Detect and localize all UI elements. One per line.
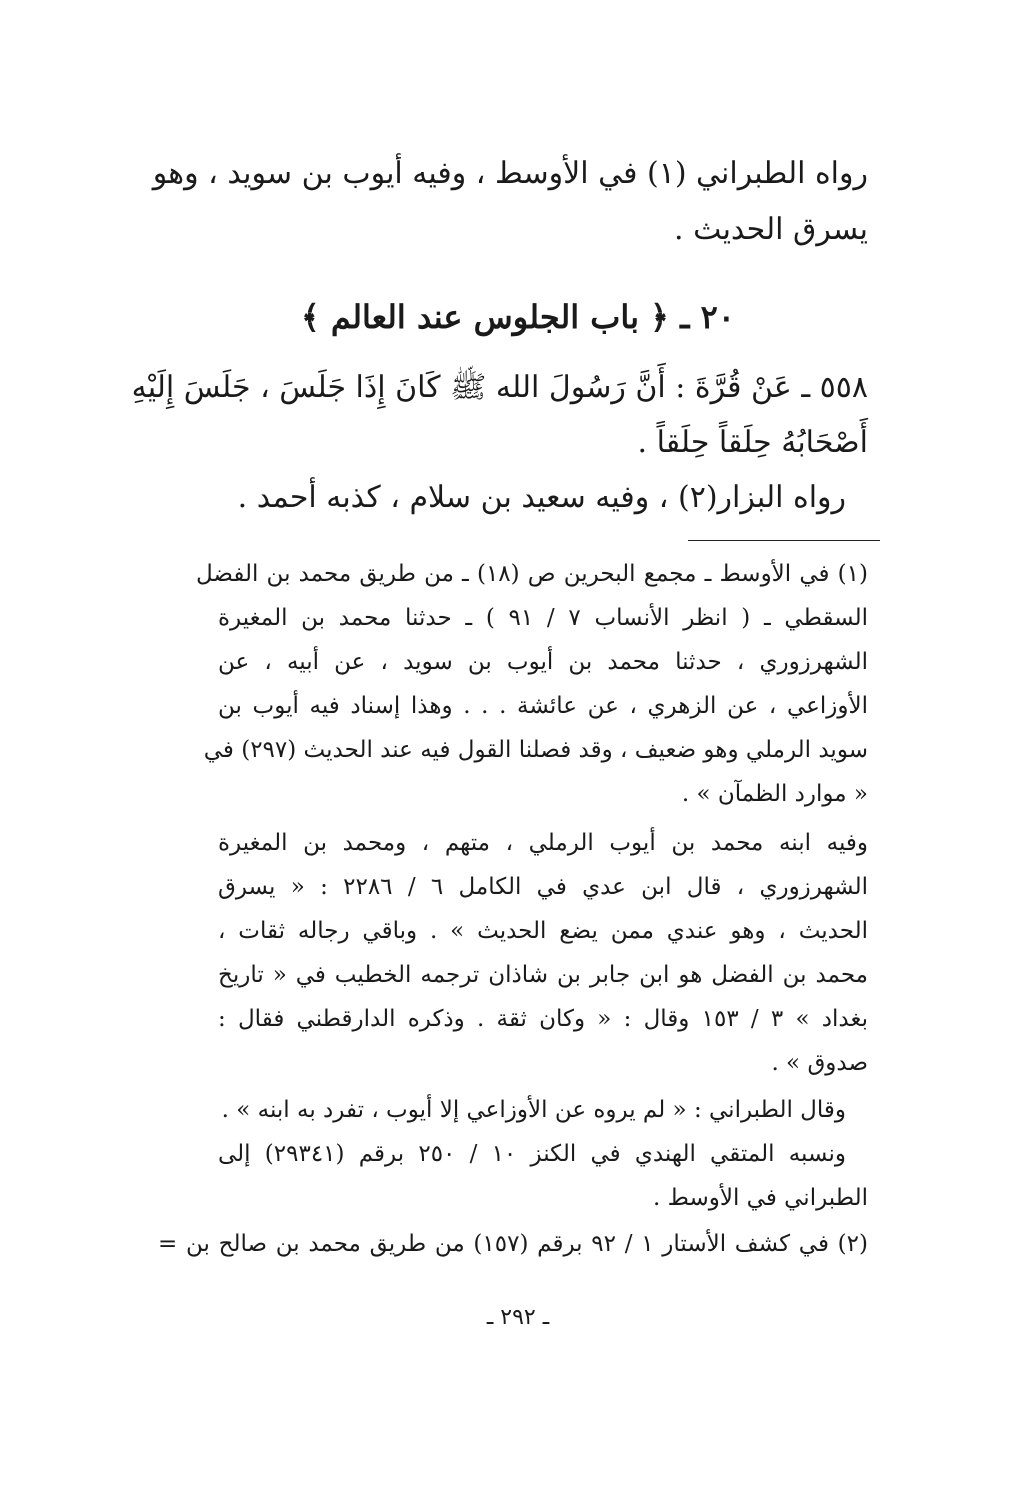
footnote-1-line-1: (١) في الأوسط ـ مجمع البحرين ص (١٨) ـ من طريق محمد بن الفضل bbox=[196, 561, 868, 587]
footnote-1-line-11: بغداد » ٣ / ١٥٣ وقال : « وكان ثقة . وذكره الدارقطني فقال : bbox=[218, 1006, 868, 1032]
footnote-1-line-14: ونسبه المتقي الهندي في الكنز ١٠ / ٢٥٠ برقم (٢٩٣٤١) إلى bbox=[218, 1141, 846, 1167]
footnote-1-line-13: وقال الطبراني : « لم يروه عن الأوزاعي إلا أيوب ، تفرد به ابنه » . bbox=[221, 1097, 846, 1123]
footnote-1-line-9: الحديث ، وهو عندي ممن يضع الحديث » . وباقي رجاله ثقات ، bbox=[218, 918, 868, 944]
body-paragraph-1-line-2: يسرق الحديث . bbox=[674, 212, 868, 247]
footnote-1-line-4: الأوزاعي ، عن الزهري ، عن عائشة . . . وهذا إسناد فيه أيوب بن bbox=[218, 693, 868, 719]
footnote-1-line-2: السقطي ـ ( انظر الأنساب ٧ / ٩١ ) ـ حدثنا محمد بن المغيرة bbox=[218, 605, 869, 631]
hadith-line-1: ٥٥٨ ـ عَنْ قُرَّةَ : أَنَّ رَسُولَ الله ﷺ كَانَ إِذَا جَلَسَ ، جَلَسَ إِلَيْهِ bbox=[131, 370, 868, 405]
body-paragraph-1-line-1: رواه الطبراني (١) في الأوسط ، وفيه أيوب بن سويد ، وهو bbox=[152, 156, 868, 191]
footnote-1-line-5: سويد الرملي وهو ضعيف ، وقد فصلنا القول فيه عند الحديث (٢٩٧) في bbox=[203, 737, 868, 763]
footnote-1-line-6: « موارد الظمآن » . bbox=[681, 781, 868, 807]
hadith-line-2: أَصْحَابُهُ حِلَقاً حِلَقاً . bbox=[637, 425, 868, 460]
footnote-1-line-7: وفيه ابنه محمد بن أيوب الرملي ، متهم ، ومحمد بن المغيرة bbox=[218, 830, 868, 856]
footnote-1-line-3: الشهرزوري ، حدثنا محمد بن أيوب بن سويد ، عن أبيه ، عن bbox=[218, 649, 868, 675]
footnote-1-line-10: محمد بن الفضل هو ابن جابر بن شاذان ترجمه الخطيب في « تاريخ bbox=[218, 962, 868, 988]
page-number: ـ ٢٩٢ ـ bbox=[486, 1305, 550, 1330]
section-heading: ٢٠ ـ ﴿ باب الجلوس عند العالم ﴾ bbox=[301, 298, 735, 336]
footnote-1-line-15: الطبراني في الأوسط . bbox=[653, 1185, 868, 1211]
footnote-2-line-1: (٢) في كشف الأستار ١ / ٩٢ برقم (١٥٧) من طريق محمد بن صالح بن = bbox=[158, 1231, 868, 1257]
footnote-separator bbox=[688, 540, 880, 541]
footnote-1-line-12: صدوق » . bbox=[771, 1050, 868, 1076]
body-paragraph-2: رواه البزار(٢) ، وفيه سعيد بن سلام ، كذبه أحمد . bbox=[237, 480, 846, 515]
footnote-1-line-8: الشهرزوري ، قال ابن عدي في الكامل ٦ / ٢٢٨٦ : « يسرق bbox=[218, 874, 868, 900]
